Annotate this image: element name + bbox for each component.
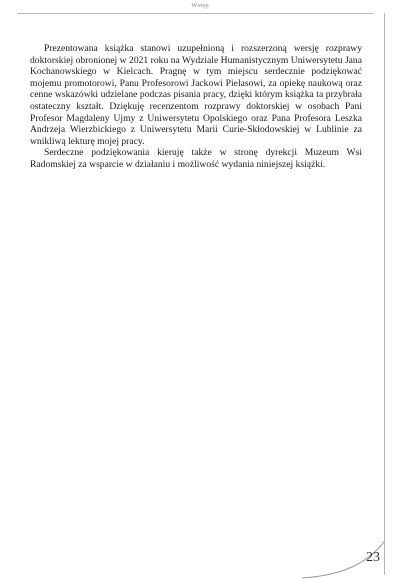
body-text	[30, 43, 362, 171]
paragraph-museum-thanks: Serdeczne podziękowania kieruję także w stronę dyrekcji Muzeum Wsi Radomskiej za wsparcie w działaniu i możliwość wydania niniejszej książki.	[30, 147, 362, 170]
header-rule	[17, 13, 373, 14]
side-rule	[384, 13, 385, 575]
paragraph-acknowledgements: Prezentowana książka stanowi uzupełnioną i rozszerzoną wersję rozprawy doktorskiej obronionej w 2021 roku na Wydziale Humanistycznym Uniwersytetu Jana Kochanowskiego w Kielcach. Pragnę w tym miejscu serdecznie podziękować mojemu promotorowi, Panu Profesorowi Jackowi Pielasowi, za opiekę naukową oraz cenne wskazówki udzielane podczas pisania pracy, dzięki którym książka ta przybrała ostateczny kształt. Dziękuję recenzentom rozprawy doktorskiej w osobach Pani Profesor Magdaleny Ujmy z Uniwersytetu Opolskiego oraz Pana Profesora Leszka Andrzeja Wierzbickiego z Uniwersytetu Marii Curie-Skłodowskiej w Lublinie za wnikliwą lekturę mojej pracy.	[30, 43, 362, 147]
running-head: Wstęp	[191, 2, 209, 9]
page-number: 23	[366, 550, 380, 565]
